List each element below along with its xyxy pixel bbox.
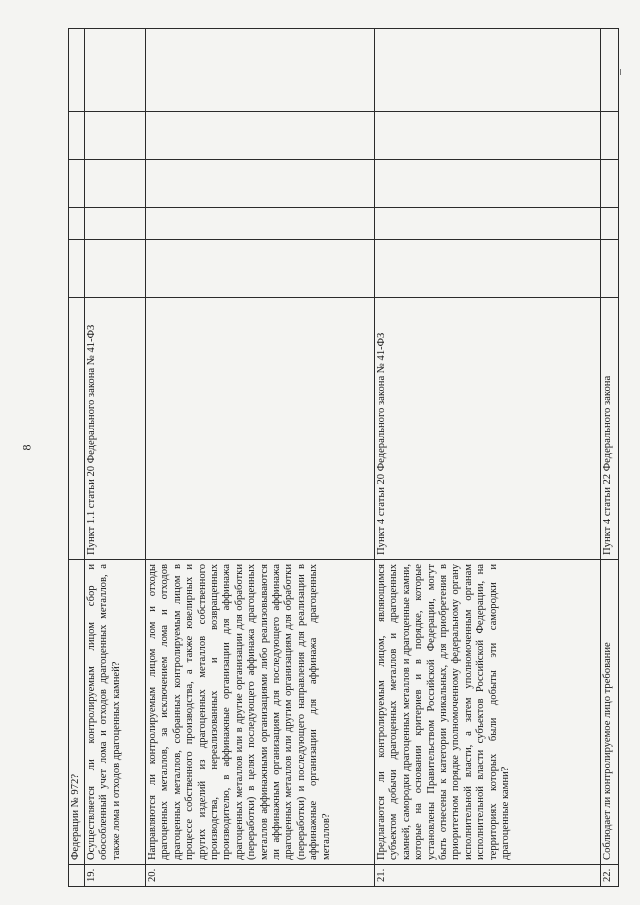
answer-cell (375, 208, 601, 240)
row-number: 21. (375, 865, 601, 887)
answer-cell (601, 240, 619, 298)
answer-cell (146, 112, 375, 160)
reference-cell: Пункт 4 статьи 20 Федерального закона № 41-ФЗ (375, 298, 601, 560)
question-cell: Соблюдает ли контролируемое лицо требование (601, 560, 619, 865)
answer-cell (85, 160, 146, 208)
answer-cell (85, 29, 146, 112)
answer-cell (69, 160, 85, 208)
row-number: 22. (601, 865, 619, 887)
answer-cell (146, 160, 375, 208)
checklist-table (68, 28, 619, 887)
table-row (601, 29, 619, 887)
scan-mark (620, 69, 621, 75)
table-row (69, 29, 85, 887)
row-number (69, 865, 85, 887)
answer-cell (601, 160, 619, 208)
table-row (375, 29, 601, 887)
question-cell: Направляются ли контролируемым лицом лом и отходы драгоценных металлов, за исключением лома и отходов драгоценных металлов, собранных контролируемым лицом в процессе собственного производства, а также ювелирных и других изделий из драгоценных металлов собственного производства, нереализованных и возвращенных производителю, в аффинажные организации для аффинажа драгоценных металлов или в другие организации для обработки (переработки) в целях последующего аффинажа драгоценных металлов аффинажными организациями либо реализовываются ли аффинажным организациям для последующего аффинажа драгоценных металлов или другим организациям для обработки (переработки) и последующего направления для реализации в аффинажные организации для аффинажа драгоценных металлов? (146, 560, 375, 865)
answer-cell (146, 208, 375, 240)
row-number: 20. (146, 865, 375, 887)
table-row (146, 29, 375, 887)
answer-cell (601, 29, 619, 112)
answer-cell (375, 160, 601, 208)
answer-cell (85, 240, 146, 298)
answer-cell (69, 112, 85, 160)
table-row (85, 29, 146, 887)
answer-cell (375, 29, 601, 112)
answer-cell (69, 29, 85, 112)
page-number: 8 (19, 444, 34, 451)
answer-cell (69, 240, 85, 298)
question-cell: Предлагаются ли контролируемым лицом, являющимся субъектом добычи драгоценных металлов и драгоценных камней, самородки драгоценных металлов и драгоценные камни, которые на основании критериев и в порядке, которые установлены Правительством Российской Федерации, могут быть отнесены к категории уникальных, для приобретения в приоритетном порядке уполномоченному федеральному органу исполнительной власти, а затем уполномоченным органам исполнительной власти субъектов Российской Федерации, на территориях которых были добыты эти самородки и драгоценные камни? (375, 560, 601, 865)
reference-cell (69, 298, 85, 560)
answer-cell (69, 208, 85, 240)
reference-cell (146, 298, 375, 560)
answer-cell (85, 208, 146, 240)
answer-cell (601, 112, 619, 160)
reference-cell: Пункт 4 статьи 22 Федерального закона (601, 298, 619, 560)
question-cell: Федерации № 972? (69, 560, 85, 865)
rotated-page-content (60, 0, 629, 905)
answer-cell (375, 240, 601, 298)
answer-cell (375, 112, 601, 160)
question-cell: Осуществляется ли контролируемым лицом сбор и обособленный учет лома и отходов драгоценных металлов, а также лома и отходов драгоценных камней? (85, 560, 146, 865)
answer-cell (601, 208, 619, 240)
reference-cell: Пункт 1.1 статьи 20 Федерального закона № 41-ФЗ (85, 298, 146, 560)
answer-cell (85, 112, 146, 160)
answer-cell (146, 29, 375, 112)
row-number: 19. (85, 865, 146, 887)
answer-cell (146, 240, 375, 298)
